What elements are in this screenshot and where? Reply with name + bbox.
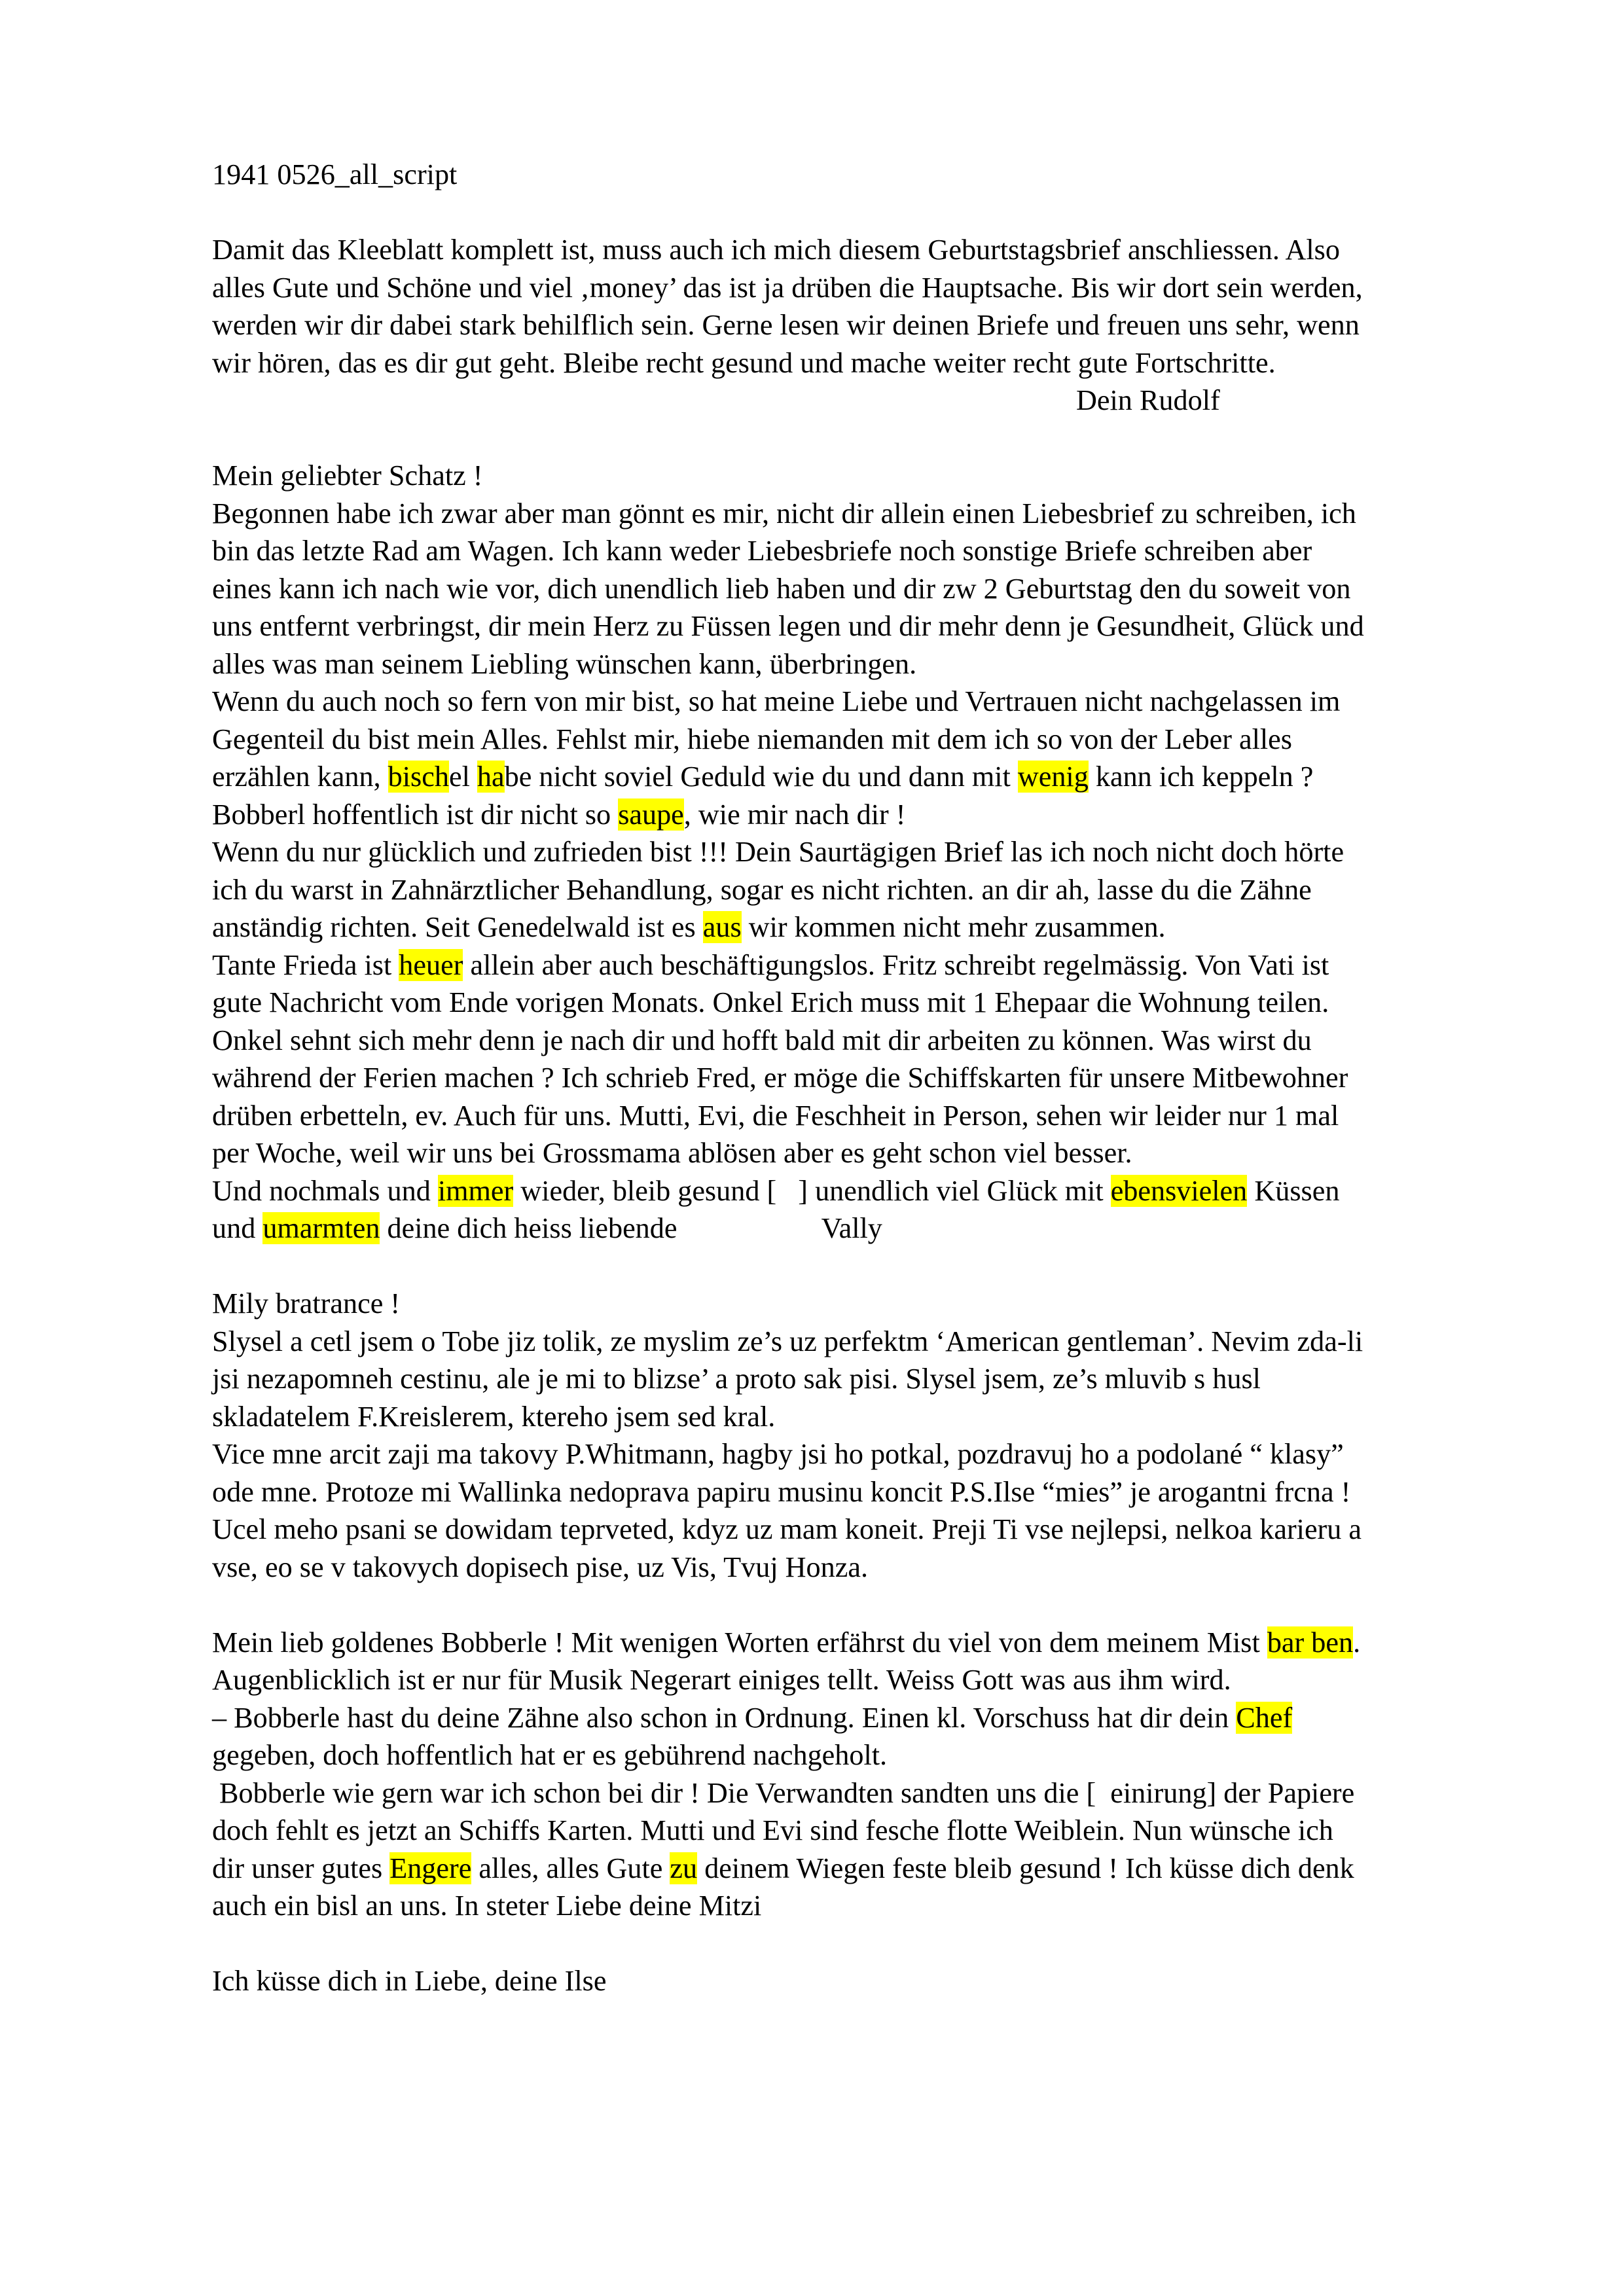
text-segment: ich du warst in Zahnärztlicher Behandlung, sogar es nicht richten. an dir ah, lasse du die Zähne bbox=[212, 873, 1312, 906]
spacer bbox=[212, 1247, 1521, 1285]
text-segment: Mein lieb goldenes Bobberle ! Mit wenigen Worten erfährst du viel von dem meinem Mist bbox=[212, 1626, 1267, 1659]
text-segment: erzählen kann, bbox=[212, 761, 388, 793]
document-header: 1941 0526_all_script bbox=[212, 158, 458, 190]
text-line bbox=[212, 984, 1521, 1022]
text-line bbox=[212, 532, 1521, 570]
text-segment: Wenn du auch noch so fern von mir bist, so hat meine Liebe und Vertrauen nicht nachgelassen im bbox=[212, 685, 1341, 717]
spacer bbox=[212, 420, 1521, 457]
text-line bbox=[212, 231, 1521, 269]
text-line bbox=[212, 833, 1521, 871]
highlighted-word: ha bbox=[477, 761, 505, 793]
text-segment: Ucel meho psani se dowidam teprveted, kdyz uz mam koneit. Preji Ti vse nejlepsi, nelkoa karieru a bbox=[212, 1513, 1362, 1545]
text-segment: wir kommen nicht mehr zusammen. bbox=[741, 911, 1166, 943]
text-line bbox=[212, 1699, 1521, 1737]
text-segment: und bbox=[212, 1212, 263, 1244]
text-line bbox=[212, 1511, 1521, 1549]
text-line bbox=[212, 1661, 1521, 1699]
text-line bbox=[212, 570, 1521, 608]
text-segment: skladatelem F.Kreislerem, ktereho jsem sed kral. bbox=[212, 1400, 776, 1433]
text-segment: gegeben, doch hoffentlich hat er es gebührend nachgeholt. bbox=[212, 1739, 888, 1771]
text-line bbox=[212, 1549, 1521, 1587]
text-line bbox=[212, 683, 1521, 721]
text-segment: deine dich heiss liebende Vally bbox=[380, 1212, 882, 1244]
text-line bbox=[212, 1887, 1521, 1925]
highlighted-word: saupe bbox=[618, 798, 684, 831]
text-segment: Mein geliebter Schatz ! bbox=[212, 459, 483, 492]
text-segment: ode mne. Protoze mi Wallinka nedoprava papiru musinu koncit P.S.Ilse “mies” je arogantni frcna ! bbox=[212, 1475, 1351, 1508]
spacer bbox=[212, 1586, 1521, 1624]
highlighted-word: bisch bbox=[388, 761, 449, 793]
text-segment: gute Nachricht vom Ende vorigen Monats. Onkel Erich muss mit 1 Ehepaar die Wohnung teilen. bbox=[212, 986, 1329, 1018]
text-line bbox=[212, 344, 1521, 382]
letter-section bbox=[212, 457, 1521, 1247]
text-line bbox=[212, 796, 1521, 834]
letter-body bbox=[212, 231, 1521, 2000]
text-line bbox=[212, 1172, 1521, 1210]
text-segment: Vice mne arcit zaji ma takovy P.Whitmann, hagby jsi ho potkal, pozdravuj ho a podolané “ klasy” bbox=[212, 1438, 1344, 1470]
spacer bbox=[212, 1925, 1521, 1963]
text-segment: Und nochmals und bbox=[212, 1174, 438, 1207]
letter-section bbox=[212, 1962, 1521, 2000]
text-segment: alles was man seinem Liebling wünschen kann, überbringen. bbox=[212, 647, 917, 680]
text-segment: anständig richten. Seit Genedelwald ist es bbox=[212, 911, 703, 943]
text-line bbox=[212, 306, 1521, 344]
text-segment: vse, eo se v takovych dopisech pise, uz Vis, Tvuj Honza. bbox=[212, 1551, 869, 1583]
text-segment: . bbox=[1353, 1626, 1361, 1659]
text-segment: wir hören, das es dir gut geht. Bleibe recht gesund und mache weiter recht gute Fortschritte. bbox=[212, 346, 1276, 379]
text-line bbox=[212, 1059, 1521, 1097]
text-segment: jsi nezapomneh cestinu, ale je mi to blizse’ a proto sak pisi. Slysel jsem, ze’s mluvib s husl bbox=[212, 1363, 1261, 1395]
text-segment: Bobberle wie gern war ich schon bei dir ! Die Verwandten sandten uns die [ einirung] der Papiere bbox=[212, 1776, 1355, 1809]
highlighted-word: Chef bbox=[1236, 1701, 1293, 1734]
highlighted-word: wenig bbox=[1017, 761, 1089, 793]
text-line bbox=[212, 1134, 1521, 1172]
text-line bbox=[212, 1435, 1521, 1473]
text-line bbox=[212, 1360, 1521, 1398]
text-segment: alles, alles Gute bbox=[471, 1852, 670, 1884]
highlighted-word: Engere bbox=[389, 1852, 472, 1884]
text-line bbox=[212, 1022, 1521, 1060]
text-line bbox=[212, 269, 1521, 307]
text-line bbox=[212, 871, 1521, 909]
text-segment: wieder, bleib gesund [ ] unendlich viel Glück mit bbox=[513, 1174, 1111, 1207]
text-segment: allein aber auch beschäftigungslos. Fritz schreibt regelmässig. Von Vati ist bbox=[463, 948, 1329, 981]
highlighted-word: zu bbox=[670, 1852, 698, 1884]
text-segment: eines kann ich nach wie vor, dich unendlich lieb haben und dir zw 2 Geburtstag den du soweit von bbox=[212, 572, 1351, 605]
text-line bbox=[212, 1812, 1521, 1850]
highlighted-word: immer bbox=[437, 1174, 514, 1207]
text-line bbox=[212, 1323, 1521, 1361]
text-line bbox=[212, 1473, 1521, 1511]
text-segment: uns entfernt verbringst, dir mein Herz zu Füssen legen und dir mehr denn je Gesundheit, Glück und bbox=[212, 610, 1364, 642]
text-segment: während der Ferien machen ? Ich schrieb Fred, er möge die Schiffskarten für unsere Mitbewohner bbox=[212, 1062, 1348, 1094]
highlighted-word: umarmten bbox=[262, 1212, 380, 1244]
text-line bbox=[212, 1624, 1521, 1662]
text-segment: Slysel a cetl jsem o Tobe jiz tolik, ze myslim ze’s uz perfektm ‘American gentleman’. Nevim zda-li bbox=[212, 1325, 1363, 1357]
text-line bbox=[212, 607, 1521, 645]
text-line bbox=[212, 457, 1521, 495]
text-segment: Begonnen habe ich zwar aber man gönnt es mir, nicht dir allein einen Liebesbrief zu schreiben, ich bbox=[212, 497, 1356, 529]
text-line bbox=[212, 758, 1521, 796]
text-line bbox=[212, 1850, 1521, 1888]
text-line bbox=[212, 946, 1521, 984]
highlighted-word: aus bbox=[702, 911, 742, 943]
letter-section bbox=[212, 1285, 1521, 1586]
text-segment: deinem Wiegen feste bleib gesund ! Ich küsse dich denk bbox=[697, 1852, 1354, 1884]
text-segment: werden wir dir dabei stark behilflich sein. Gerne lesen wir deinen Briefe und freuen uns sehr, wenn bbox=[212, 309, 1360, 341]
text-segment: Mily bratrance ! bbox=[212, 1287, 401, 1319]
text-line bbox=[212, 495, 1521, 533]
signature: Dein Rudolf bbox=[1076, 384, 1220, 416]
text-segment: kann ich keppeln ? bbox=[1088, 761, 1314, 793]
text-segment: Küssen bbox=[1247, 1174, 1340, 1207]
text-line bbox=[212, 721, 1521, 759]
text-segment: be nicht soviel Geduld wie du und dann mit bbox=[504, 761, 1018, 793]
highlighted-word: heuer bbox=[399, 948, 463, 981]
text-line bbox=[212, 645, 1521, 683]
text-line bbox=[212, 1962, 1521, 2000]
text-segment: Ich küsse dich in Liebe, deine Ilse bbox=[212, 1965, 607, 1997]
text-segment: auch ein bisl an uns. In steter Liebe deine Mitzi bbox=[212, 1890, 762, 1922]
text-segment: alles Gute und Schöne und viel ‚money’ das ist ja drüben die Hauptsache. Bis wir dort sein werden, bbox=[212, 271, 1363, 304]
text-segment: Damit das Kleeblatt komplett ist, muss auch ich mich diesem Geburtstagsbrief anschliessen. Also bbox=[212, 234, 1340, 266]
text-segment: Bobberl hoffentlich ist dir nicht so bbox=[212, 798, 619, 831]
letter-page bbox=[212, 156, 1521, 2000]
text-segment: Augenblicklich ist er nur für Musik Negerart einiges tellt. Weiss Gott was aus ihm wird. bbox=[212, 1664, 1231, 1696]
text-segment: per Woche, weil wir uns bei Grossmama ablösen aber es geht schon viel besser. bbox=[212, 1137, 1132, 1169]
text-line bbox=[212, 908, 1521, 946]
highlighted-word: ebensvielen bbox=[1110, 1174, 1248, 1207]
text-segment: doch fehlt es jetzt an Schiffs Karten. Mutti und Evi sind fesche flotte Weiblein. Nun wünsche ich bbox=[212, 1814, 1333, 1846]
text-line bbox=[212, 1774, 1521, 1812]
text-segment: – Bobberle hast du deine Zähne also schon in Ordnung. Einen kl. Vorschuss hat dir dein bbox=[212, 1701, 1236, 1734]
text-segment: bin das letzte Rad am Wagen. Ich kann weder Liebesbriefe noch sonstige Briefe schreiben aber bbox=[212, 535, 1312, 567]
text-segment: Onkel sehnt sich mehr denn je nach dir und hofft bald mit dir arbeiten zu können. Was wirst du bbox=[212, 1024, 1312, 1056]
text-segment: Tante Frieda ist bbox=[212, 948, 399, 981]
letter-section bbox=[212, 1624, 1521, 1925]
text-segment: Wenn du nur glücklich und zufrieden bist !!! Dein Saurtägigen Brief las ich noch nicht doch hörte bbox=[212, 836, 1344, 868]
text-segment: dir unser gutes bbox=[212, 1852, 390, 1884]
text-segment: Gegenteil du bist mein Alles. Fehlst mir, hiebe niemanden mit dem ich so von der Leber alles bbox=[212, 723, 1292, 755]
text-segment: drüben erbetteln, ev. Auch für uns. Mutti, Evi, die Feschheit in Person, sehen wir leider nur 1 mal bbox=[212, 1099, 1339, 1132]
text-segment: , wie mir nach dir ! bbox=[683, 798, 906, 831]
text-line bbox=[212, 1285, 1521, 1323]
text-segment: el bbox=[448, 761, 477, 793]
spacer bbox=[212, 194, 1521, 232]
text-line bbox=[212, 1736, 1521, 1774]
highlighted-word: bar ben bbox=[1267, 1626, 1354, 1659]
text-line bbox=[212, 1398, 1521, 1436]
text-line bbox=[212, 1097, 1521, 1135]
letter-section bbox=[212, 231, 1521, 420]
text-line bbox=[212, 1210, 1521, 1247]
